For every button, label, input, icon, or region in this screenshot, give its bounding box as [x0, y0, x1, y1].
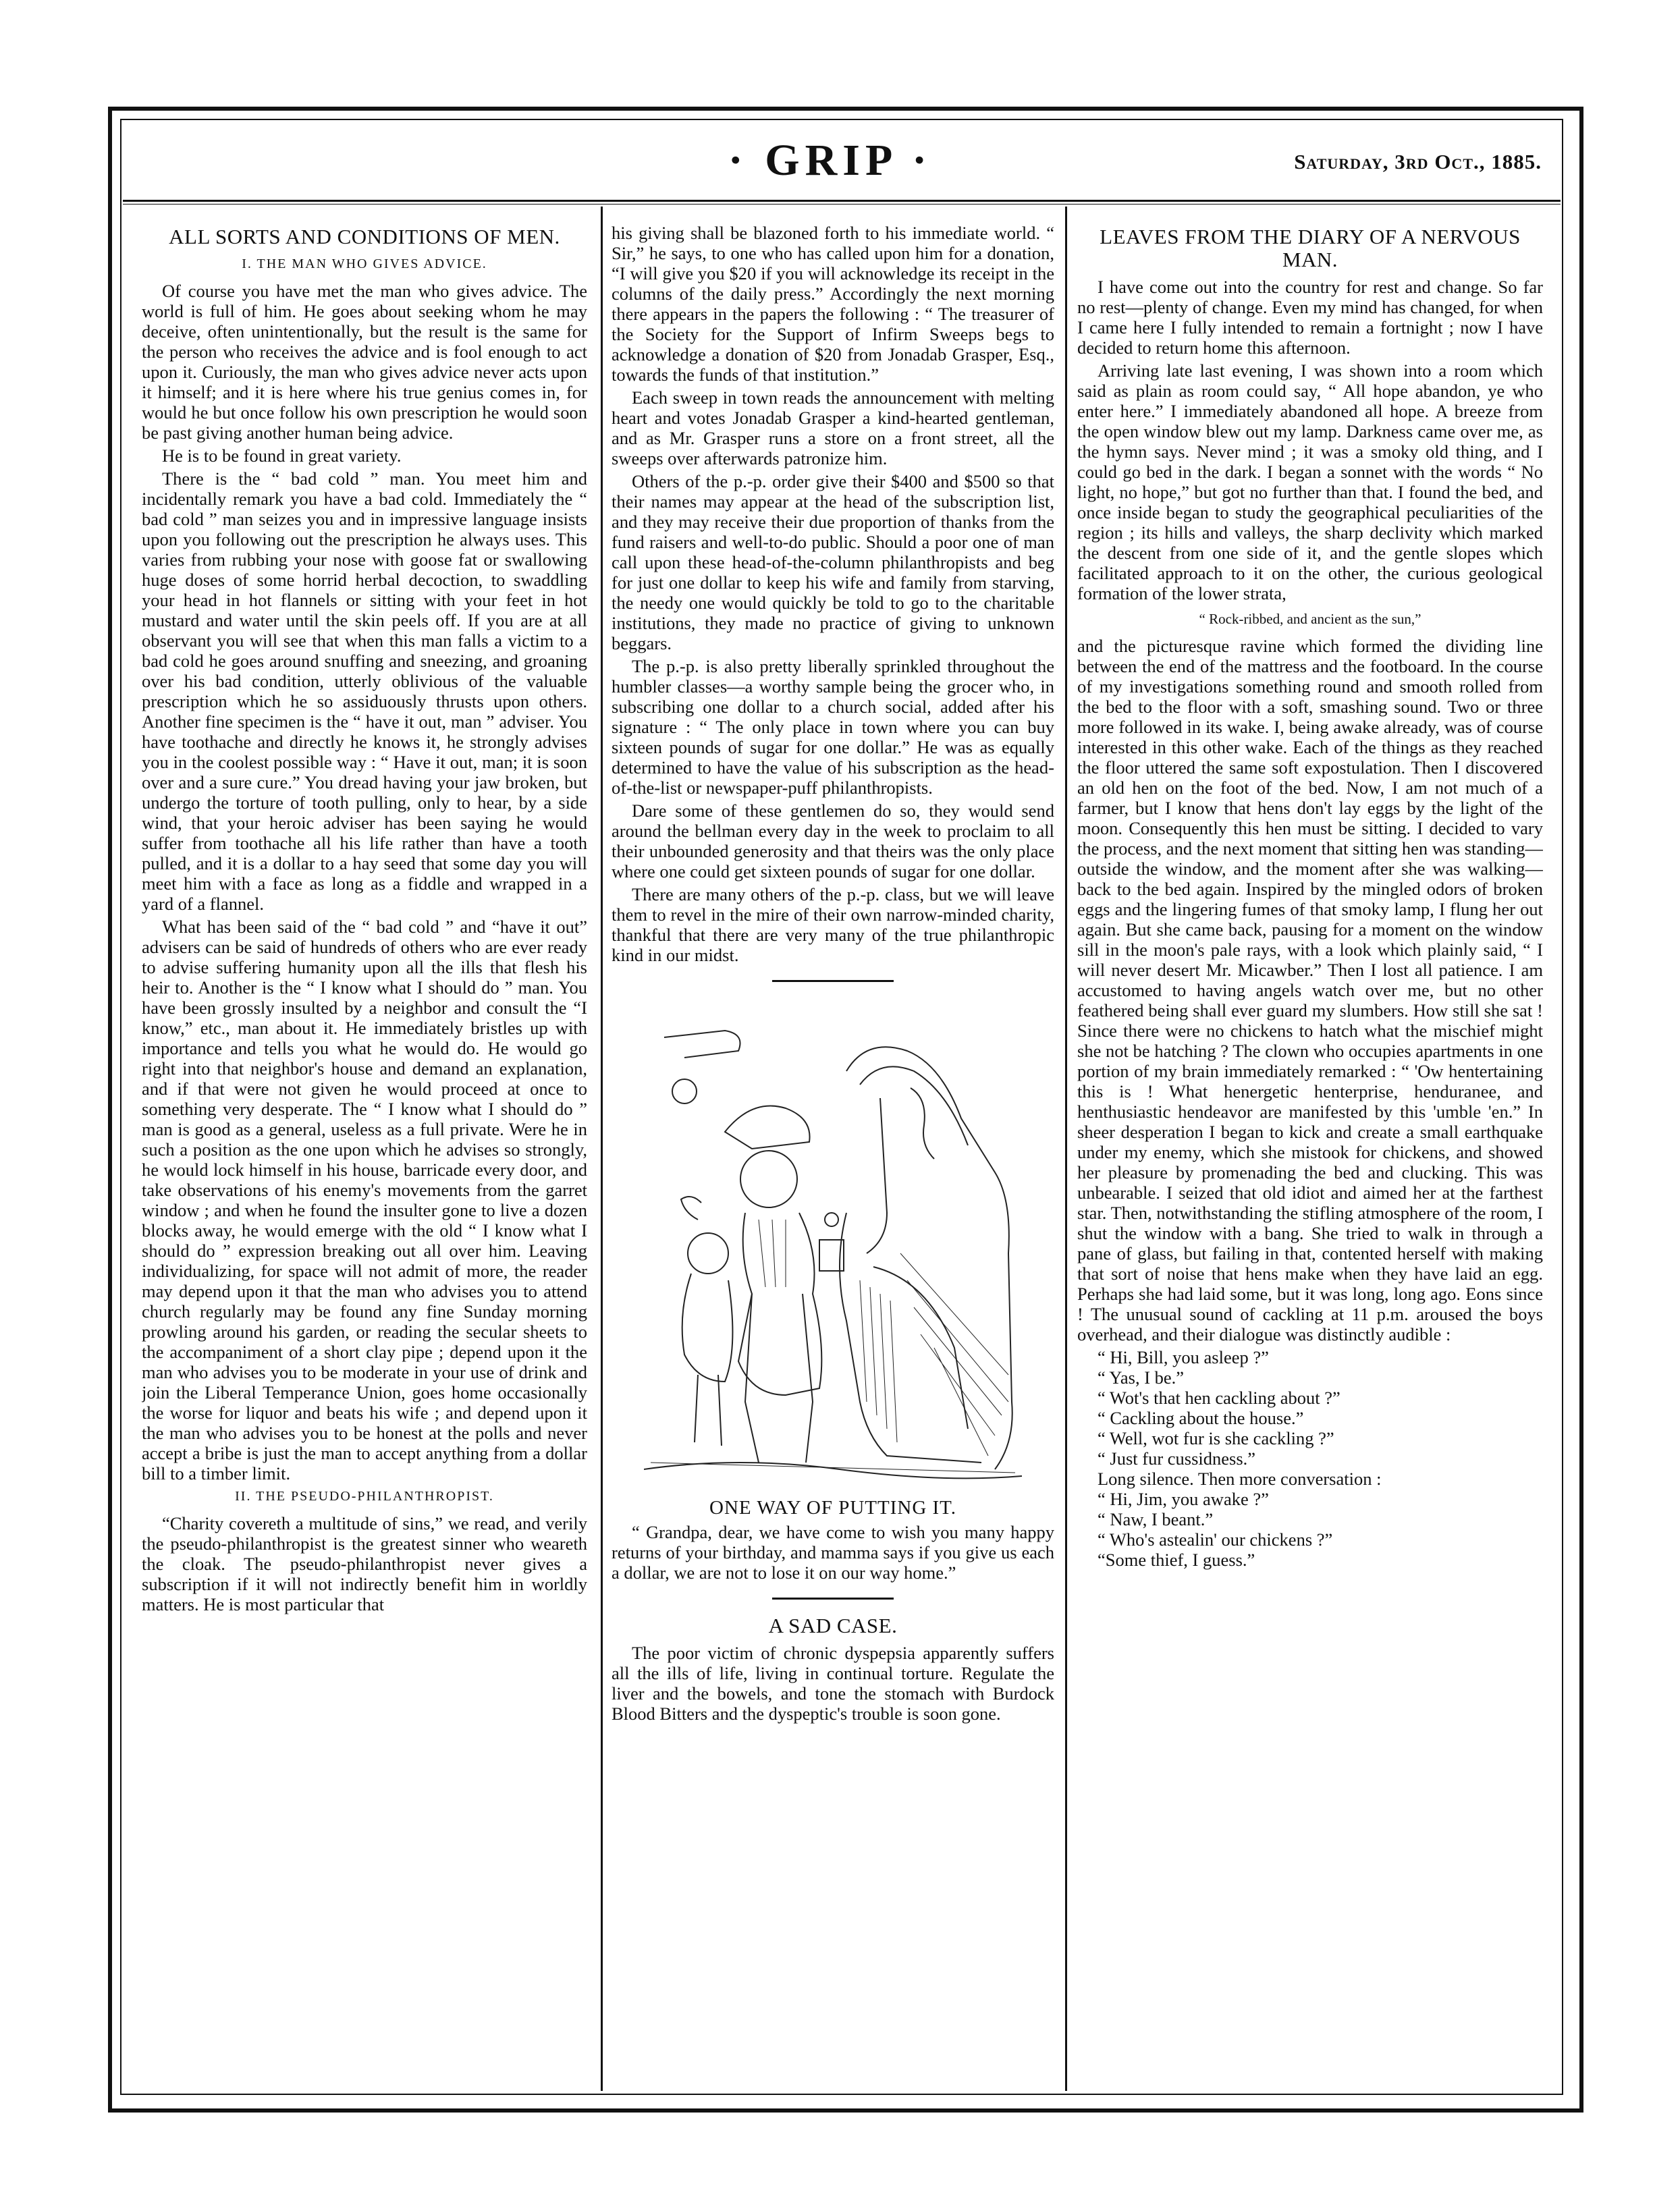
section-rule	[772, 980, 894, 982]
paragraph: There is the “ bad cold ” man. You meet him and incidentally remark you have a bad cold. Immediately the “ bad cold ” man seizes you and in impressive language insists upon you following out the prescription he always uses. This varies from rubbing your nose with goose fat or swallowing huge doses of some horrid herbal decoction, to swaddling your head in hot flannels or sitting with your feet in hot mustard and water until the skin peels off. If you are at all observant you will see that when this man falls a victim to a bad cold he goes around snuffing and sneezing, and groaning over his bad condition, utterly oblivious of the valuable prescription which he so assiduously thrusts upon others. Another fine specimen is the “ have it out, man ” adviser. You have toothache and directly he knows it, he strongly advises you in the coolest possible way : “ Have it out, man; it is soon over and a sure cure.” You dread having your jaw broken, but undergo the torture of tooth pulling, only to hear, by a side wind, that your heroic adviser has been saying he would suffer from toothache all his life rather than have a tooth pulled, and it is a dollar to a hay seed that some day you will meet him with a face as long as a fiddle and wrapped in a yard of a flannel.	[142, 468, 587, 914]
dialogue	[1077, 1347, 1543, 1570]
column-2	[612, 223, 1054, 2092]
paragraph: The poor victim of chronic dyspepsia apparently suffers all the ills of life, living in continual torture. Regulate the liver and the bowels, and tone the stomach with Burdock Blood Bitters and the dyspeptic's trouble is soon gone.	[612, 1643, 1054, 1724]
paragraph: “Charity covereth a multitude of sins,” we read, and verily the pseudo-philanthropist is the greatest sinner who weareth the cloak. The pseudo-philanthropist never gives a subscription if it will not indirectly benefit him in worldly matters. He is most particular that	[142, 1513, 587, 1614]
paragraph: and the picturesque ravine which formed the dividing line between the end of the mattress and the footboard. In the course of my investigations something round and smooth rolled from the bed to the floor with a soft, smashing sound. Two or three more followed in its wake. I, being awake already, was of course interested in this other wake. Each of the things as they reached the floor uttered the same soft expostulation. Then I discovered an old hen on the foot of the bed. Now, I am not much of a farmer, but I know that hens don't lay eggs by the light of the moon. Consequently this hen must be sitting. I decided to vary the process, and the next moment that sitting hen was standing—outside the window, and the moment after she was walking—back to the bed again. Inspired by the mingled odors of broken eggs and the lingering fumes of that smoky lamp, I flung her out again. But she came back, pausing for a moment on the window sill in the moon's pale rays, with a look which plainly said, “ I will never desert Mr. Micawber.” Then I lost all patience. I am accustomed to having angels watch over me, but no other feathered being shall ever guard my slumbers. How still she sat ! Since there were no chickens to hatch what the mischief might she not be hatching ? The clown who occupies apartments in one portion of my brain immediately remarked : “ 'Ow hentertaining this is ! What henergetic henterprise, henduranee, and henthusiastic hendeavor are manifested by this 'umble 'en.” In sheer desperation I began to kick and create a small earthquake under my enemy, which she mistook for chickens, and showed her pleasure by promenading the bed and clucking. This was unbearable. I seized that old idiot and aimed her at the farthest star. Then, notwithstanding the stifling atmosphere of the room, I shut the window with a bang. She tried to walk in through a pane of glass, but failing in that, contented herself with making that sort of noise that hens make when they have laid an egg. Perhaps she had laid some, but it was long, long ago. Eons since ! The unusual sound of cackling at 11 p.m. aroused the boys overhead, and their dialogue was distinctly audible :	[1077, 636, 1543, 1344]
paragraph: his giving shall be blazoned forth to his immediate world. “ Sir,” he says, to one who has called upon him for a donation, “I will give you $20 if you will acknowledge its receipt in the columns of the daily press.” Accordingly the next morning there appears in the papers the following : “ The treasurer of the Society for the Support of Infirm Sweeps begs to acknowledge a donation of $20 from Jonadab Grasper, Esq., towards the funds of that institution.”	[612, 223, 1054, 385]
dialogue-line: Long silence. Then more conversation :	[1098, 1469, 1382, 1489]
masthead-rule-thin	[123, 204, 1561, 205]
column-divider-1	[601, 207, 603, 2091]
dialogue-line: “ Just fur cussidness.”	[1098, 1448, 1256, 1469]
article-heading-all-sorts: ALL SORTS AND CONDITIONS OF MEN.	[169, 225, 560, 248]
illustration-caption: ONE WAY OF PUTTING IT.	[709, 1497, 956, 1519]
column-divider-2	[1065, 207, 1067, 2091]
paragraph: Of course you have met the man who gives advice. The world is full of him. He goes about seeking whom he may deceive, often unintentionally, but the result is the same for the person who receives the advice and is fool enough to act upon it. Curiously, the man who gives advice never acts upon it himself; and it is here where his true genius comes in, for would he but once follow his own prescription he would soon be past giving another human being advice.	[142, 281, 587, 443]
dialogue-line: “ Yas, I be.”	[1098, 1367, 1185, 1388]
article-heading-sad-case: A SAD CASE.	[768, 1614, 898, 1637]
paragraph: The p.-p. is also pretty liberally sprinkled throughout the humbler classes—a worthy sample being the grocer who, in subscribing one dollar to a church social, added after his signature : “ The only place in town where you can buy sixteen pounds of sugar for one dollar.” He was as equally determined to have the value of his subscription as the head-of-the-list or newspaper-puff philanthropists.	[612, 656, 1054, 798]
paragraph: Others of the p.-p. order give their $400 and $500 so that their names may appear at the head of the subscription list, and they may receive their due proportion of thanks from the fund raisers and well-to-do public. Should a poor one of man call upon these head-of-the-column philanthropists and beg for just one dollar to keep his wife and family from starving, the needy one would quickly be told to go to the charitable institutions, they made no practice of giving to unknown beggars.	[612, 471, 1054, 653]
masthead-date: Saturday, 3rd Oct., 1885.	[1294, 150, 1542, 173]
paragraph: Each sweep in town reads the announcement with melting heart and votes Jonadab Grasper a kind-hearted gentleman, and as Mr. Grasper runs a store on a front street, all the sweeps over afterwards patronize him.	[612, 387, 1054, 468]
section-rule	[772, 1598, 894, 1600]
paragraph: Dare some of these gentlemen do so, they would send around the bellman every day in the week to proclaim to all their unbounded generosity and that theirs was the only place where one could get sixteen pounds of sugar for one dollar.	[612, 800, 1054, 881]
dialogue-line: “ Wot's that hen cackling about ?”	[1098, 1388, 1340, 1408]
section-heading-advice: I. THE MAN WHO GIVES ADVICE.	[242, 256, 487, 271]
dialogue-line: “ Well, wot fur is she cackling ?”	[1098, 1428, 1334, 1448]
paragraph: Arriving late last evening, I was shown into a room which said as plain as room could say, “ All hope abandon, ye who enter here.” I immediately abandoned all hope. A breeze from the open window blew out my lamp. Darkness came over me, as the hymn says. Never mind ; it was a smoky old thing, and I could go bed in the dark. I began a sonnet with the words “ No light, no hope,” but got no further than that. I found the bed, and once inside began to study the geographical peculiarities of the region ; its hills and valleys, the sharp declivity which marked the descent from one side of it, and the gentle slopes which facilitated approach to it on the other, the curious geological formation of the lower strata,	[1077, 360, 1543, 603]
dialogue-line: “ Naw, I beant.”	[1098, 1509, 1214, 1529]
column-3	[1077, 223, 1543, 2092]
illustration-grandpa-children	[644, 997, 1022, 1490]
dialogue-line: “Some thief, I guess.”	[1098, 1550, 1255, 1570]
dialogue-line: “ Who's astealin' our chickens ?”	[1098, 1529, 1333, 1550]
caption-text: “ Grandpa, dear, we have come to wish you many happy returns of your birthday, and mamma says if you give us each a dollar, we are not to lose it on our way home.”	[612, 1522, 1054, 1583]
paragraph: I have come out into the country for rest and change. So far no rest—plenty of change. Even my mind has changed, for when I came here I fully intended to remain a fortnight ; now I have decided to return home this afternoon.	[1077, 277, 1543, 358]
article-heading-nervous-man: LEAVES FROM THE DIARY OF A NERVOUS MAN.	[1100, 225, 1521, 271]
paragraph: There are many others of the p.-p. class, but we will leave them to revel in the mire of their own narrow-minded charity, thankful that there are very many of the true philanthropic kind in our midst.	[612, 884, 1054, 965]
paragraph: What has been said of the “ bad cold ” and “have it out” advisers can be said of hundreds of others who are ever ready to advise suffering humanity upon all the ills that flesh his heir to. Another is the “ I know what I should do ” man. You have been grossly insulted by a neighbor and consult the “I know,” etc., man about it. He immediately bristles up with importance and tells you what he would do. He would go right into that neighbor's house and demand an explanation, and if that were not given he would proceed at once to something very desperate. The “ I know what I should do ” man is good as a general, useless as a full private. Were he in such a position as the one upon which he advises so strongly, he would lock himself in his house, barricade every door, and take observations of his enemy's movements from the garret window ; and when he found the insulter gone to live a dozen blocks away, he would emerge with the old “ I know what I should do ” expression breaking out all over him. Leaving individualizing, for space will not admit of more, the reader may depend upon it that the man who advises you to attend church regularly may be found any fine Sunday morning prowling around his garden, or reading the secular sheets to the accompaniment of a short clay pipe ; depend upon it the man who advises you to be moderate in your use of drink and join the Liberal Temperance Union, goes home occasionally the worse for liquor and beats his wife ; and depend upon it the man who advises you to be honest at the polls and never accept a bribe is just the man to accept anything from a dollar bill to a timber limit.	[142, 917, 587, 1483]
dialogue-line: “ Cackling about the house.”	[1098, 1408, 1304, 1428]
verse-quote: “ Rock-ribbed, and ancient as the sun,”	[1199, 611, 1421, 627]
column-1	[142, 223, 587, 2092]
section-heading-pseudo-philanthropist: II. THE PSEUDO-PHILANTHROPIST.	[235, 1489, 494, 1504]
paragraph: He is to be found in great variety.	[162, 445, 402, 466]
masthead-rule	[123, 200, 1561, 202]
dialogue-line: “ Hi, Jim, you awake ?”	[1098, 1489, 1269, 1509]
dialogue-line: “ Hi, Bill, you asleep ?”	[1098, 1347, 1269, 1367]
masthead-title: · GRIP ·	[728, 136, 933, 185]
